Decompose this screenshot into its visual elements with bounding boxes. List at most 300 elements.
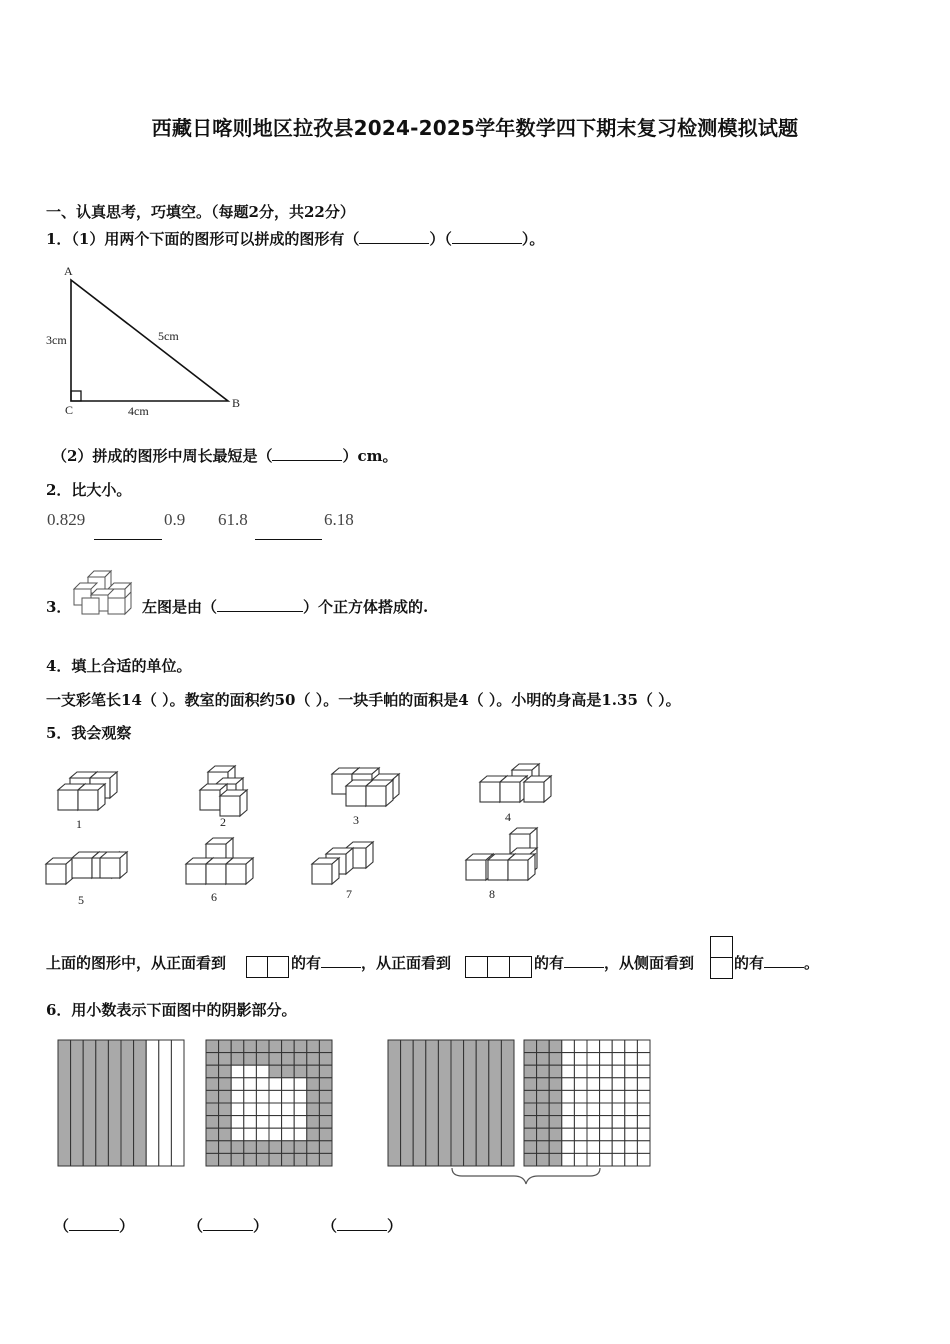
answer-blank[interactable]	[359, 242, 429, 244]
grid-cell	[319, 1065, 332, 1078]
figure-number-1: 1	[76, 817, 82, 831]
grid-cell	[600, 1065, 613, 1078]
grid-cell	[244, 1116, 257, 1129]
q1-text-mid: ）（	[429, 230, 452, 248]
grid-cell	[319, 1128, 332, 1141]
question-1-part-1	[46, 228, 544, 249]
grid-cell	[637, 1040, 650, 1053]
grid-cell	[612, 1090, 625, 1103]
grid-cell	[600, 1103, 613, 1116]
strip-cell	[108, 1040, 121, 1166]
question-5-text-1: 上面的图形中，从正面看到	[46, 954, 227, 972]
grid-cell	[219, 1078, 232, 1091]
grid-cell	[600, 1090, 613, 1103]
grid-cell	[600, 1141, 613, 1154]
grid-cell	[625, 1053, 638, 1066]
grid-cell	[625, 1116, 638, 1129]
grid-cell	[625, 1141, 638, 1154]
grid-cell	[282, 1053, 295, 1066]
grid-cell	[269, 1141, 282, 1154]
grid-cell	[600, 1128, 613, 1141]
grid-cell	[625, 1128, 638, 1141]
q5-text-part5: ，从侧面看到	[604, 954, 695, 972]
grid-cell	[600, 1116, 613, 1129]
grid-cell	[307, 1103, 320, 1116]
figure-3	[332, 768, 399, 806]
grid-cell	[637, 1078, 650, 1091]
grid-cell	[562, 1040, 575, 1053]
question-5-label: 5．我会观察	[46, 724, 132, 742]
grid-cell	[574, 1040, 587, 1053]
grid-cell	[549, 1065, 562, 1078]
grid-cell	[256, 1141, 269, 1154]
grid-cell	[307, 1078, 320, 1091]
grid-cell	[294, 1040, 307, 1053]
strip-cell	[58, 1040, 71, 1166]
strip-cell	[96, 1040, 109, 1166]
grid-cell	[244, 1040, 257, 1053]
question-1-part-2	[52, 445, 397, 466]
strip-cell	[489, 1040, 502, 1166]
grid-cell	[294, 1128, 307, 1141]
grid-cell	[574, 1090, 587, 1103]
grid-cell	[319, 1153, 332, 1166]
figure-8	[466, 828, 537, 880]
answer-blank[interactable]	[564, 966, 604, 968]
grid-cell	[319, 1141, 332, 1154]
grid-cell	[219, 1141, 232, 1154]
figure-6	[186, 838, 253, 884]
strip-cell	[476, 1040, 489, 1166]
strip-cell	[501, 1040, 514, 1166]
grid-cell	[219, 1040, 232, 1053]
question-5-text-4	[734, 952, 819, 973]
q5-text-part2: 的有	[291, 954, 322, 972]
grid-cell	[637, 1141, 650, 1154]
front-view-three-squares	[465, 956, 533, 978]
grid-cell	[282, 1065, 295, 1078]
grid-cell	[524, 1078, 537, 1091]
vertex-label-a: A	[64, 264, 73, 278]
side-label-cb: 4cm	[128, 404, 149, 418]
grid-cell	[231, 1065, 244, 1078]
grid-cell	[612, 1128, 625, 1141]
strip-cell	[413, 1040, 426, 1166]
section-heading: 一、认真思考，巧填空。（每题2分，共22分）	[46, 203, 355, 221]
grid-cell	[219, 1053, 232, 1066]
grid-cell	[562, 1116, 575, 1129]
grid-cell	[307, 1065, 320, 1078]
figure-2	[200, 766, 247, 816]
q6-answer-3	[322, 1215, 402, 1236]
paren-close: ）	[253, 1217, 269, 1235]
grid-cell	[562, 1153, 575, 1166]
side-label-ac: 3cm	[46, 333, 67, 347]
grid-cell	[231, 1078, 244, 1091]
side-label-ab: 5cm	[158, 329, 179, 343]
grid-cell	[637, 1116, 650, 1129]
q1p2-text-suffix: ）cm。	[342, 447, 398, 465]
grid-cell	[625, 1040, 638, 1053]
grid-cell	[524, 1090, 537, 1103]
grid-cell	[256, 1040, 269, 1053]
grid-cell	[574, 1128, 587, 1141]
grid-cell	[562, 1090, 575, 1103]
grid-cell	[269, 1128, 282, 1141]
grid-cell	[319, 1040, 332, 1053]
grid-cell	[612, 1103, 625, 1116]
paren-close: ）	[387, 1217, 403, 1235]
grid-cell	[625, 1090, 638, 1103]
grid-cell	[244, 1065, 257, 1078]
answer-blank[interactable]	[321, 966, 361, 968]
grid-cell	[612, 1141, 625, 1154]
compare-right-1: 0.9	[164, 510, 186, 529]
grid-cell	[206, 1103, 219, 1116]
grid-cell	[206, 1128, 219, 1141]
q1p2-text-prefix: （2）拼成的图形中周长最短是（	[52, 447, 273, 465]
grid-cell	[269, 1103, 282, 1116]
compare-left-2: 61.8	[218, 510, 248, 529]
strip-cell	[464, 1040, 477, 1166]
grid-cell	[244, 1141, 257, 1154]
grid-cell	[537, 1153, 550, 1166]
answer-blank[interactable]	[337, 1229, 387, 1231]
figure-number-2: 2	[220, 815, 226, 829]
grid-cell	[294, 1153, 307, 1166]
grid-cell	[549, 1141, 562, 1154]
grid-cell	[549, 1103, 562, 1116]
grid-cell	[307, 1053, 320, 1066]
grid-cell	[574, 1078, 587, 1091]
grid-cell	[282, 1103, 295, 1116]
grid-cell	[537, 1040, 550, 1053]
grid-cell	[219, 1153, 232, 1166]
grid-cell	[256, 1116, 269, 1129]
grid-cell	[319, 1116, 332, 1129]
grid-cell	[587, 1090, 600, 1103]
grid-cell	[625, 1103, 638, 1116]
grid-cell	[562, 1065, 575, 1078]
brace-mark	[452, 1168, 600, 1184]
paren-close: ）	[119, 1217, 135, 1235]
grid-cell	[294, 1103, 307, 1116]
figure-number-7: 7	[346, 887, 352, 901]
grid-cell	[269, 1153, 282, 1166]
question-2-label: 2．比大小。	[46, 481, 132, 499]
grid-cell	[244, 1090, 257, 1103]
grid-cell	[549, 1153, 562, 1166]
figure-7	[312, 842, 373, 884]
grid-cell	[600, 1078, 613, 1091]
figure-number-4: 4	[505, 810, 511, 824]
grid-cell	[537, 1116, 550, 1129]
figure-1	[58, 772, 117, 810]
grid-cell	[637, 1090, 650, 1103]
grid-cell	[574, 1103, 587, 1116]
paren-open: （	[188, 1217, 204, 1235]
grid-cell	[256, 1128, 269, 1141]
grid-cell	[256, 1053, 269, 1066]
grid-cell	[256, 1065, 269, 1078]
page-title: 西藏日喀则地区拉孜县2024-2025学年数学四下期末复习检测模拟试题	[151, 116, 799, 140]
grid-cell	[524, 1141, 537, 1154]
grid-cell	[562, 1053, 575, 1066]
compare-blank-2[interactable]	[255, 539, 322, 540]
question-6-label: 6．用小数表示下面图中的阴影部分。	[46, 1001, 297, 1019]
grid-cell	[549, 1040, 562, 1053]
grid-cell	[282, 1078, 295, 1091]
grid-cell	[219, 1065, 232, 1078]
grid-cell	[294, 1078, 307, 1091]
grid-cell	[231, 1103, 244, 1116]
paren-open: （	[322, 1217, 338, 1235]
grid-cell	[612, 1053, 625, 1066]
grid-cell	[549, 1116, 562, 1129]
strip-cell	[401, 1040, 414, 1166]
figure-5	[46, 852, 127, 884]
grid-cell	[231, 1053, 244, 1066]
grid-cell	[282, 1141, 295, 1154]
grid-cell	[244, 1078, 257, 1091]
grid-cell	[231, 1153, 244, 1166]
question-3-number: 3．	[46, 598, 72, 616]
question-3-text	[142, 596, 428, 617]
grid-cell	[549, 1078, 562, 1091]
grid-cell	[294, 1065, 307, 1078]
grid-cell	[256, 1103, 269, 1116]
grid-cell	[637, 1153, 650, 1166]
grid-cell	[206, 1078, 219, 1091]
grid-cell	[256, 1090, 269, 1103]
grid-cell	[206, 1141, 219, 1154]
answer-blank[interactable]	[272, 459, 342, 461]
front-view-two-squares	[246, 956, 290, 978]
grid-cell	[282, 1116, 295, 1129]
paren-open: （	[54, 1217, 70, 1235]
answer-blank[interactable]	[69, 1229, 119, 1231]
grid-cell	[269, 1040, 282, 1053]
grid-cell	[244, 1128, 257, 1141]
grid-cell	[537, 1065, 550, 1078]
question-5-text-2	[291, 952, 451, 973]
grid-cell	[294, 1116, 307, 1129]
grid-cell	[294, 1141, 307, 1154]
grid-cell	[206, 1153, 219, 1166]
strip-cell	[388, 1040, 401, 1166]
grid-cell	[587, 1141, 600, 1154]
grid-cell	[219, 1116, 232, 1129]
q3-text-prefix: 左图是由（	[142, 598, 218, 616]
q5-text-part6: 的有	[734, 954, 765, 972]
grid-cell	[574, 1065, 587, 1078]
strip-cell	[438, 1040, 451, 1166]
grid-cell	[587, 1065, 600, 1078]
side-view-vertical-squares	[710, 936, 734, 980]
grid-cell	[282, 1040, 295, 1053]
grid-cell	[625, 1153, 638, 1166]
grid-cell	[537, 1141, 550, 1154]
grid-cell	[537, 1078, 550, 1091]
q5-text-part4: 的有	[534, 954, 565, 972]
grid-cell	[524, 1128, 537, 1141]
right-triangle-figure	[40, 262, 250, 422]
grid-cell	[524, 1103, 537, 1116]
answer-blank[interactable]	[452, 242, 522, 244]
grid-cell	[294, 1090, 307, 1103]
grid-cell	[562, 1078, 575, 1091]
cube-stack-figure	[68, 570, 142, 616]
grid-cell	[637, 1128, 650, 1141]
strip-cell	[71, 1040, 84, 1166]
grid-cell	[637, 1103, 650, 1116]
grid-cell	[587, 1128, 600, 1141]
grid-cell	[587, 1078, 600, 1091]
grid-cell	[231, 1040, 244, 1053]
grid-cell	[307, 1141, 320, 1154]
grid-cell	[524, 1053, 537, 1066]
strip-cell	[83, 1040, 96, 1166]
grid-cell	[319, 1090, 332, 1103]
grid-cell	[524, 1065, 537, 1078]
strip-cell	[426, 1040, 439, 1166]
grid-cell	[600, 1040, 613, 1053]
grid-cell	[600, 1053, 613, 1066]
grid-cell	[587, 1103, 600, 1116]
grid-cell	[206, 1040, 219, 1053]
grid-cell	[219, 1090, 232, 1103]
grid-cell	[549, 1090, 562, 1103]
grid-cell	[269, 1053, 282, 1066]
question-5-text-3	[534, 952, 694, 973]
answer-blank[interactable]	[203, 1229, 253, 1231]
grid-cell	[587, 1116, 600, 1129]
grid-cell	[206, 1116, 219, 1129]
grid-cell	[244, 1153, 257, 1166]
strip-cell	[171, 1040, 184, 1166]
grid-cell	[625, 1065, 638, 1078]
figure-number-3: 3	[353, 813, 359, 827]
grid-cell	[307, 1116, 320, 1129]
grid-cell	[231, 1090, 244, 1103]
grid-cell	[587, 1053, 600, 1066]
grid-cell	[549, 1128, 562, 1141]
figure-number-6: 6	[211, 890, 217, 904]
grid-cell	[307, 1090, 320, 1103]
grid-cell	[206, 1090, 219, 1103]
grid-cell	[612, 1065, 625, 1078]
q5-text-end: 。	[804, 954, 820, 972]
grid-cell	[231, 1116, 244, 1129]
figure-number-8: 8	[489, 887, 495, 901]
grid-cell	[549, 1053, 562, 1066]
grid-cell	[637, 1053, 650, 1066]
grid-cell	[537, 1053, 550, 1066]
grid-cell	[206, 1065, 219, 1078]
grid-cell	[537, 1128, 550, 1141]
grid-cell	[269, 1116, 282, 1129]
strip-cell	[121, 1040, 134, 1166]
figure-4	[480, 764, 551, 802]
compare-blank-1[interactable]	[94, 539, 162, 540]
q6-answer-2	[188, 1215, 268, 1236]
grid-cell	[612, 1116, 625, 1129]
vertex-label-c: C	[65, 403, 74, 417]
grid-cell	[307, 1128, 320, 1141]
strip-cell	[451, 1040, 464, 1166]
grid-cell	[282, 1153, 295, 1166]
grid-cell	[219, 1103, 232, 1116]
grid-cell	[282, 1090, 295, 1103]
grid-cell	[612, 1078, 625, 1091]
grid-cell	[562, 1103, 575, 1116]
vertex-label-b: B	[232, 396, 241, 410]
grid-cell	[562, 1128, 575, 1141]
grid-cell	[256, 1153, 269, 1166]
grid-cell	[307, 1153, 320, 1166]
grid-cell	[319, 1078, 332, 1091]
grid-cell	[587, 1153, 600, 1166]
grid-cell	[612, 1040, 625, 1053]
figure-number-5: 5	[78, 893, 84, 907]
grid-cell	[574, 1141, 587, 1154]
grid-cell	[537, 1090, 550, 1103]
grid-cell	[244, 1103, 257, 1116]
cube-views-figures	[40, 758, 580, 908]
grid-cell	[269, 1065, 282, 1078]
grid-cell	[537, 1103, 550, 1116]
strip-cell	[134, 1040, 147, 1166]
strip-cell	[146, 1040, 159, 1166]
grid-cell	[269, 1090, 282, 1103]
grid-cell	[574, 1116, 587, 1129]
compare-left-1: 0.829	[47, 510, 86, 529]
answer-blank[interactable]	[764, 966, 804, 968]
grid-cell	[319, 1103, 332, 1116]
grid-cell	[600, 1153, 613, 1166]
question-4-label: 4．填上合适的单位。	[46, 657, 192, 675]
grid-cell	[269, 1078, 282, 1091]
grid-cell	[294, 1053, 307, 1066]
answer-blank[interactable]	[217, 610, 303, 612]
compare-right-2: 6.18	[324, 510, 354, 529]
q6-answer-1	[54, 1215, 134, 1236]
q1-text-suffix: ）。	[521, 230, 545, 248]
grid-cell	[231, 1128, 244, 1141]
grid-cell	[231, 1141, 244, 1154]
q1-text-prefix: 1．（1）用两个下面的图形可以拼成的图形有（	[46, 230, 360, 248]
grid-cell	[562, 1141, 575, 1154]
grid-cell	[307, 1040, 320, 1053]
strip-cell	[159, 1040, 172, 1166]
grid-cell	[587, 1040, 600, 1053]
grid-cell	[574, 1053, 587, 1066]
grid-cell	[244, 1053, 257, 1066]
grid-cell	[637, 1065, 650, 1078]
grid-cell	[282, 1128, 295, 1141]
grid-cell	[256, 1078, 269, 1091]
grid-cell	[574, 1153, 587, 1166]
q5-text-part3: ，从正面看到	[361, 954, 452, 972]
question-4-sentence: 一支彩笔长14（ ）。教室的面积约50（ ）。一块手帕的面积是4（ ）。小明的身高是1.35（ ）。	[46, 691, 681, 709]
grid-cell	[524, 1153, 537, 1166]
grid-cell	[219, 1128, 232, 1141]
grid-cell	[524, 1040, 537, 1053]
grid-cell	[206, 1053, 219, 1066]
grid-cell	[612, 1153, 625, 1166]
grid-cell	[625, 1078, 638, 1091]
grid-cell	[524, 1116, 537, 1129]
